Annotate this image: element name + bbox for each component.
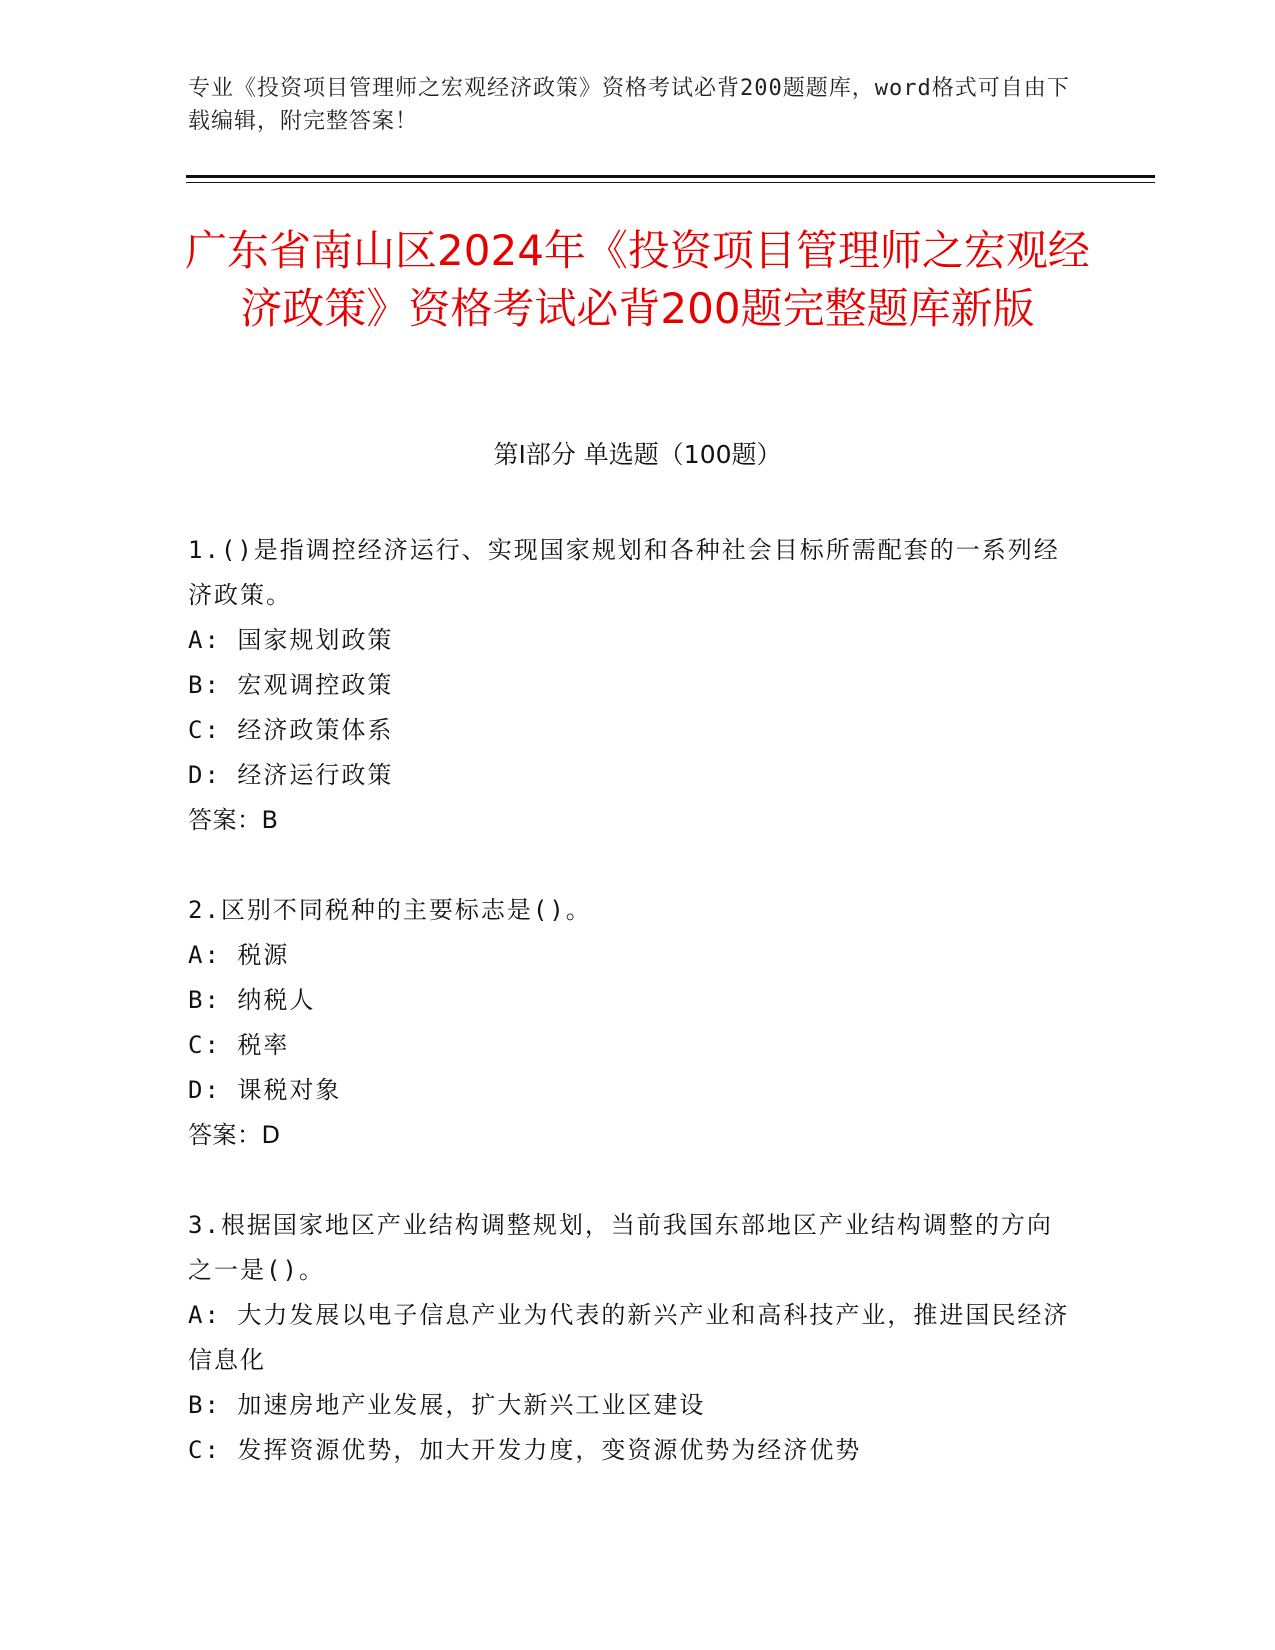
header-divider-thick [186,175,1155,178]
option-b: B: 加速房地产业发展，扩大新兴工业区建设 [188,1391,706,1419]
option-b: B: 纳税人 [188,986,316,1014]
answer: 答案：B [188,806,279,834]
option-c: C: 经济政策体系 [188,716,394,744]
question-2 [188,888,1078,1158]
question-stem: 1.()是指调控经济运行、实现国家规划和各种社会目标所需配套的一系列经济政策。 [188,536,1060,609]
option-c: C: 发挥资源优势，加大开发力度，变资源优势为经济优势 [188,1436,862,1464]
answer: 答案：D [188,1121,281,1149]
option-c: C: 税率 [188,1031,290,1059]
question-3 [188,1203,1078,1473]
option-b: B: 宏观调控政策 [188,671,394,699]
option-d: D: 经济运行政策 [188,761,394,789]
section-title: 第Ⅰ部分 单选题（100题） [493,440,782,469]
header-note: 专业《投资项目管理师之宏观经济政策》资格考试必背200题题库，word格式可自由下载编辑，附完整答案！ [188,76,1070,134]
option-a: A: 大力发展以电子信息产业为代表的新兴产业和高科技产业，推进国民经济信息化 [188,1301,1070,1374]
question-stem: 3.根据国家地区产业结构调整规划，当前我国东部地区产业结构调整的方向之一是()。 [188,1211,1053,1284]
header-divider-thin [186,182,1155,183]
question-stem: 2.区别不同税种的主要标志是()。 [188,896,592,924]
question-list [188,528,1078,1518]
option-a: A: 税源 [188,941,290,969]
document-title: 广东省南山区2024年《投资项目管理师之宏观经济政策》资格考试必背200题完整题库新版 [185,226,1090,333]
question-1 [188,528,1078,843]
option-a: A: 国家规划政策 [188,626,394,654]
option-d: D: 课税对象 [188,1076,342,1104]
